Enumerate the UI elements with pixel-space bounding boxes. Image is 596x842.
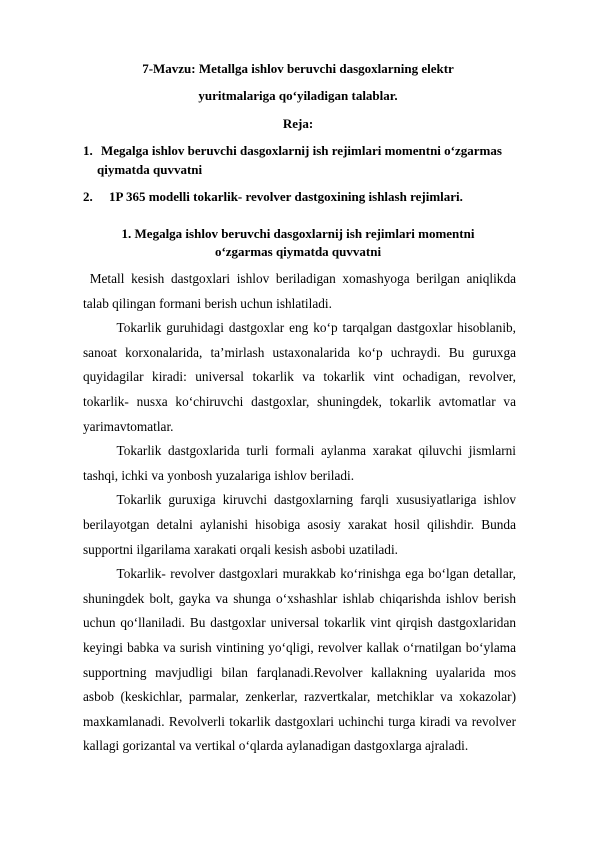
plan-item-text: Megalga ishlov beruvchi dasgoxlarnij ish rejimlari momentni o‘zgarmas <box>101 143 502 158</box>
title-line-1: 7-Mavzu: Metallga ishlov beruvchi dasgoxlarning elektr <box>142 61 454 76</box>
paragraph-line: quyidagilar kiradi: universal tokarlik va tokarlik vint ochadigan, revolver, <box>83 369 516 385</box>
section-heading-line-2: o‘zgarmas qiymatda quvvatni <box>214 244 382 259</box>
paragraph-line: Tokarlik- revolver dastgoxlari murakkab ko‘rinishga ega bo‘lgan detallar, <box>116 566 516 582</box>
paragraph-line: Metall kesish dastgoxlari ishlov beriladigan xomashyoga berilgan aniqlikda <box>89 271 516 286</box>
paragraph-line: tashqi, ichki va yonbosh yuzalariga ishlov beriladi. <box>83 467 355 483</box>
paragraph-line: maxkamlanadi. Revolverli tokarlik dastgoxlari uchinchi turga kiradi va revolver <box>83 713 516 729</box>
paragraph-line: asbob (keskichlar, parmalar, zenkerlar, razvertkalar, metchiklar va xokazolar) <box>83 689 516 705</box>
plan-item-text: 1P 365 modelli tokarlik- revolver dastgoxining ishlash rejimlari. <box>109 189 463 204</box>
body-paragraphs <box>83 267 516 759</box>
paragraph-line: berilayotgan detalni aylanishi hisobiga asosiy xarakat hosil qilishdir. Bunda <box>83 516 516 532</box>
paragraph-line: supportni ilgarilama xarakati orqali kesish asbobi uzatiladi. <box>83 541 398 557</box>
paragraph-line: supportning mavjudligi bilan farqlanadi.Revolver kallakning uyalarida mos <box>83 664 516 680</box>
plan-item-1-continuation: qiymatda quvvatni <box>97 162 203 177</box>
plan-item-2 <box>83 188 463 205</box>
paragraph-line: keyingi babka va surish vintining yo‘qligi, revolver kallak o‘rnatilgan bo‘ylama <box>83 639 516 655</box>
paragraph-line: Tokarlik dastgoxlarida turli formali aylanma xarakat qiluvchi jismlarni <box>116 443 516 459</box>
plan-item-number: 2. <box>83 189 93 204</box>
plan-heading: Reja: <box>282 116 314 131</box>
paragraph-line: kallagi gorizantal va vertikal o‘qlarda aylanadigan dastgoxlarga ajraladi. <box>83 738 469 754</box>
plan-item-1 <box>83 142 502 159</box>
paragraph-line: uchun qo‘llaniladi. Bu dastgoxlar universal tokarlik vint qirqish dastgoxlaridan <box>83 615 516 631</box>
paragraph-line: yarimavtomatlar. <box>83 418 174 434</box>
plan-item-number: 1. <box>83 143 93 158</box>
title-line-2: yuritmalariga qo‘yiladigan talablar. <box>198 88 398 103</box>
paragraph-line: Tokarlik guruxiga kiruvchi dastgoxlarning farqli xususiyatlariga ishlov <box>116 492 516 508</box>
paragraph-line: shuningdek bolt, gayka va shunga o‘xshashlar ishlab chiqarishda ishlov berish <box>83 590 516 606</box>
paragraph-line: Tokarlik guruhidagi dastgoxlar eng ko‘p tarqalgan dastgoxlar hisoblanib, <box>116 320 516 336</box>
paragraph-line: tokarlik- nusxa ko‘chiruvchi dastgoxlar, shuningdek, tokarlik avtomatlar va <box>83 393 516 409</box>
paragraph-line: talab qilingan formani berish uchun ishlatiladi. <box>83 295 332 311</box>
section-heading-line-1: 1. Megalga ishlov beruvchi dasgoxlarnij ish rejimlari momentni <box>121 226 475 241</box>
paragraph-line: sanoat korxonalarida, ta’mirlash ustaxonalarida ko‘p uchraydi. Bu guruxga <box>83 344 516 360</box>
